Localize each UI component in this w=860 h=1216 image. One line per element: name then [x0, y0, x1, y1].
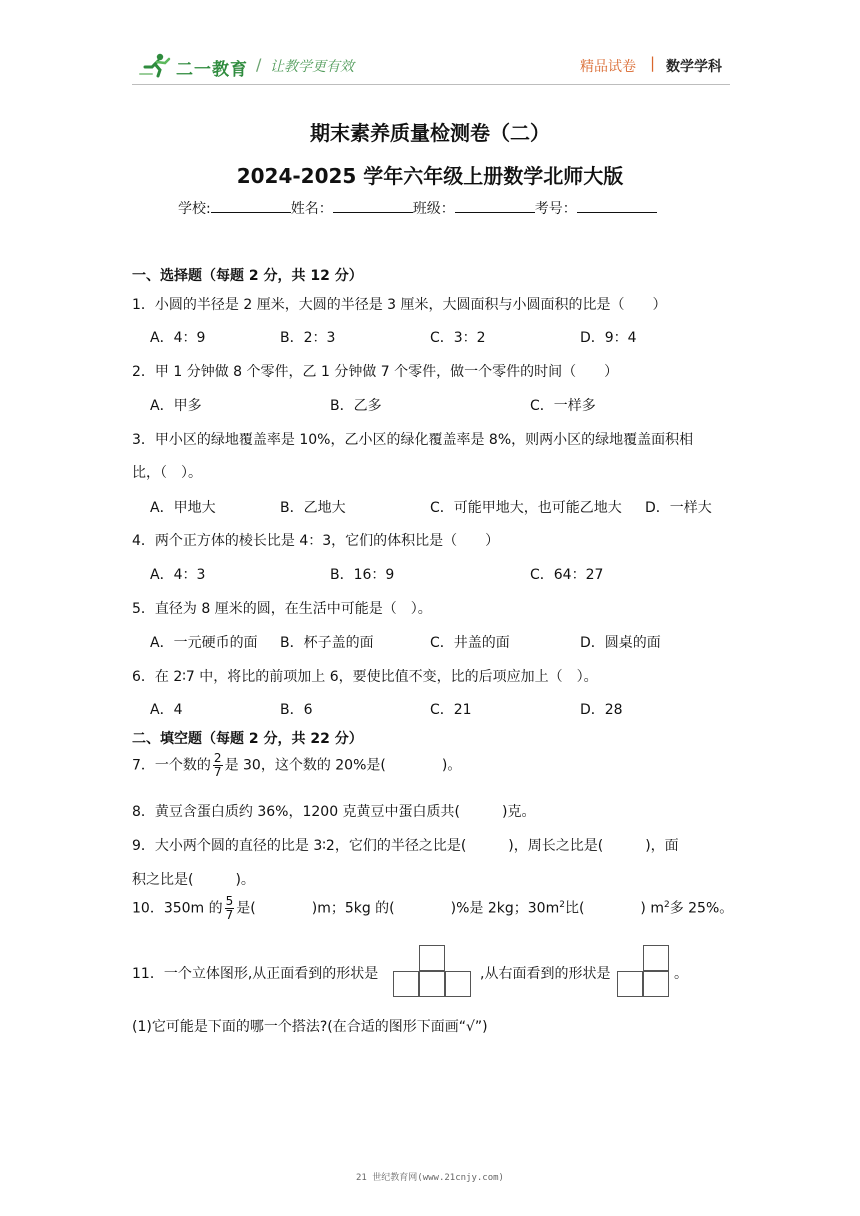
student-info-line	[178, 198, 657, 218]
q10-suffix: 多 25%。	[669, 900, 734, 917]
section2-heading: 二、填空题（每题 2 分，共 22 分）	[132, 731, 363, 747]
q10-numerator: 5	[225, 894, 234, 908]
right-view-cell	[643, 945, 669, 971]
q2-option-c[interactable]: C．一样多	[530, 398, 596, 414]
q3-option-d[interactable]: D．一样大	[645, 500, 712, 516]
right-view-cell	[643, 971, 669, 997]
school-blank[interactable]	[211, 198, 291, 213]
slogan-separator: /	[256, 55, 262, 74]
school-label: 学校:	[178, 201, 211, 217]
front-view-cell	[393, 971, 419, 997]
exam-subtitle: 2024-2025 学年六年级上册数学北师大版	[236, 164, 624, 188]
q1-option-c[interactable]: C．3：2	[430, 330, 486, 346]
q11-part2: ,从右面看到的形状是	[480, 966, 611, 982]
runner-logo-icon	[138, 52, 172, 78]
q5-option-d[interactable]: D．圆桌的面	[580, 635, 661, 651]
name-blank[interactable]	[333, 198, 413, 213]
q6-option-a[interactable]: A．4	[150, 702, 183, 718]
question-3: 3．甲小区的绿地覆盖率是 10%，乙小区的绿化覆盖率是 8%，则两小区的绿地覆盖面积相	[132, 432, 694, 448]
question-8: 8．黄豆含蛋白质约 36%，1200 克黄豆中蛋白质共( )克。	[132, 804, 536, 820]
q7-suffix: 是 30，这个数的 20%是( )。	[224, 757, 462, 774]
subject-tag: 数学学科	[666, 59, 722, 75]
right-view-cell	[617, 971, 643, 997]
exam-no-blank[interactable]	[577, 198, 657, 213]
question-3-cont: 比，（ ）。	[132, 465, 202, 481]
front-view-cell	[419, 945, 445, 971]
q10-mid: 是( )m；5kg 的( )%是 2kg；30m	[236, 900, 560, 917]
q11-part3: 。	[674, 966, 688, 982]
q3-option-a[interactable]: A．甲地大	[150, 500, 216, 516]
q10-sup2: 2	[663, 899, 670, 910]
q10-sup1: 2	[559, 899, 565, 910]
brand-name: 二一教育	[176, 60, 248, 80]
question-11-sub1: (1)它可能是下面的哪一个搭法?(在合适的图形下面画“√”)	[132, 1019, 488, 1035]
q6-option-d[interactable]: D．28	[580, 702, 623, 718]
q5-option-c[interactable]: C．井盖的面	[430, 635, 510, 651]
q6-option-b[interactable]: B．6	[280, 702, 313, 718]
q7-denominator: 7	[213, 765, 222, 779]
q1-option-d[interactable]: D．9：4	[580, 330, 637, 346]
q2-option-a[interactable]: A．甲多	[150, 398, 202, 414]
exam-no-label: 考号：	[534, 201, 577, 217]
class-blank[interactable]	[455, 198, 535, 213]
q10-denominator: 7	[225, 908, 234, 922]
page-footer: 21 世纪教育网(www.21cnjy.com)	[356, 1173, 504, 1183]
q10-fraction	[225, 895, 235, 922]
question-7	[132, 752, 461, 779]
front-view-cell	[419, 971, 445, 997]
q4-option-b[interactable]: B．16：9	[330, 567, 395, 583]
name-label: 姓名：	[290, 201, 333, 217]
question-9-cont: 积之比是( )。	[132, 872, 255, 888]
q10-mid2: 比( ) m	[564, 900, 664, 917]
q7-numerator: 2	[213, 751, 222, 765]
q4-option-a[interactable]: A．4：3	[150, 567, 206, 583]
q10-prefix: 10．350m 的	[132, 900, 223, 917]
q7-prefix: 7．一个数的	[132, 757, 211, 774]
exam-title: 期末素养质量检测卷（二）	[310, 121, 550, 145]
q5-option-a[interactable]: A．一元硬币的面	[150, 635, 258, 651]
q3-option-c[interactable]: C．可能甲地大，也可能乙地大	[430, 500, 622, 516]
header-divider: |	[650, 54, 656, 72]
question-5: 5．直径为 8 厘米的圆，在生活中可能是（ ）。	[132, 601, 432, 617]
question-2: 2．甲 1 分钟做 8 个零件，乙 1 分钟做 7 个零件，做一个零件的时间（ ）	[132, 364, 619, 380]
q1-option-a[interactable]: A．4：9	[150, 330, 206, 346]
class-label: 班级：	[412, 201, 455, 217]
question-10	[132, 895, 733, 922]
q5-option-b[interactable]: B．杯子盖的面	[280, 635, 374, 651]
q11-part1: 11．一个立体图形,从正面看到的形状是	[132, 966, 379, 982]
question-4: 4．两个正方体的棱长比是 4：3，它们的体积比是（ ）	[132, 533, 500, 549]
question-1: 1．小圆的半径是 2 厘米，大圆的半径是 3 厘米，大圆面积与小圆面积的比是（ ）	[132, 297, 667, 313]
q6-option-c[interactable]: C．21	[430, 702, 472, 718]
q4-option-c[interactable]: C．64：27	[530, 567, 604, 583]
slogan: 让教学更有效	[270, 59, 354, 75]
q3-option-b[interactable]: B．乙地大	[280, 500, 346, 516]
q2-option-b[interactable]: B．乙多	[330, 398, 382, 414]
front-view-cell	[445, 971, 471, 997]
section1-heading: 一、选择题（每题 2 分，共 12 分）	[132, 268, 363, 284]
question-6: 6．在 2∶7 中，将比的前项加上 6，要使比值不变，比的后项应加上（ ）。	[132, 669, 598, 685]
quality-tag: 精品试卷	[580, 59, 636, 75]
header-rule	[132, 84, 730, 85]
q1-option-b[interactable]: B．2：3	[280, 330, 336, 346]
q7-fraction	[213, 752, 223, 779]
question-9: 9．大小两个圆的直径的比是 3∶2，它们的半径之比是( )，周长之比是( )，面	[132, 838, 679, 854]
